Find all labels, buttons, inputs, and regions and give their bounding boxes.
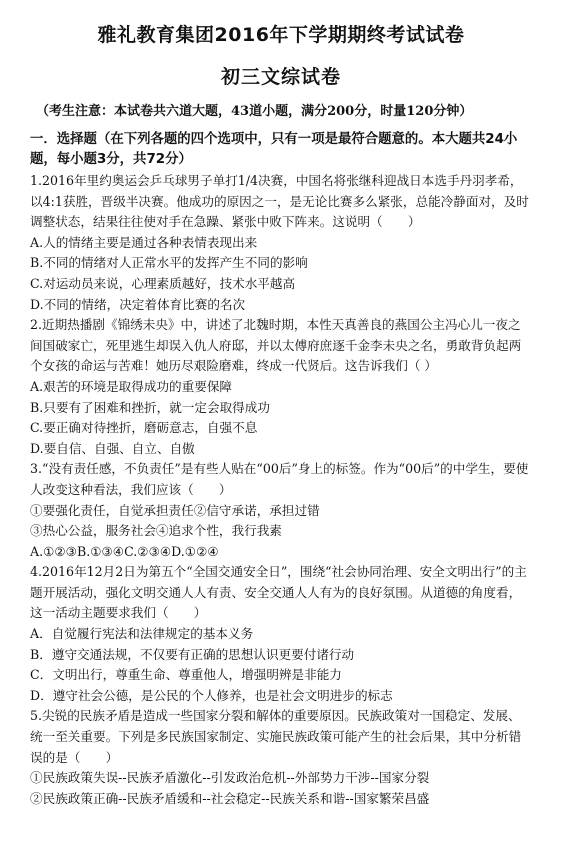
question-stem: 3.“没有责任感，不负责任”是有些人贴在“00后”身上的标签。作为“00后”的中学生，要使人改变这种看法，我们应该（ ） [30,461,529,497]
question-stem: 1.2016年里约奥运会乒乓球男子单打1/4决赛，中国名将张继科迎战日本选手丹羽孝希，以4:1获胜，晋级半决赛。他成功的原因之一，是无论比赛多么紧张，总能冷静面对，及时调整状态，结果往往使对手在急躁、紧张中败下阵来。这说明（ ） [30,173,529,230]
option-d: D.要自信、自强、自立、自傲 [30,440,195,456]
statement-2: ②民族政策正确--民族矛盾缓和--社会稳定--民族关系和谐--国家繁荣昌盛 [30,790,430,806]
statement-line-1: ①要强化责任，自觉承担责任②信守承诺，承担过错 [30,502,320,518]
question-4 [30,562,530,706]
section-title: 一．选择题（在下列各题的四个选项中，只有一项是最符合题意的。本大题共24小题，每小题3分，共72分） [30,132,518,167]
option-a: A.人的情绪主要是通过各种表情表现出来 [30,234,258,250]
option-b: B.只要有了困难和挫折，就一定会取得成功 [30,399,270,415]
question-stem: 4.2016年12月2日为第五个“全国交通安全日”，围绕“社会协同治理、安全文明出行”的主题开展活动，强化文明交通人人有责、安全交通人人有为的良好氛围。从道德的角度看，这一活动主题要求我们（ ） [30,564,527,621]
statement-1: ①民族政策失误--民族矛盾激化--引发政治危机--外部势力干涉--国家分裂 [30,770,430,786]
option-c: C.要正确对待挫折，磨砺意志，自强不息 [30,420,258,436]
option-d: D．遵守社会公德，是公民的个人修养，也是社会文明进步的标志 [30,687,393,703]
option-d: D.不同的情绪，决定着体育比赛的名次 [30,296,246,312]
question-3 [30,459,530,562]
option-a: A．自觉履行宪法和法律规定的基本义务 [30,626,254,642]
question-stem: 5.尖锐的民族矛盾是造成一些国家分裂和解体的重要原因。民族政策对一国稳定、发展、统一至关重要。下列是多民族国家制定、实施民族政策可能产生的社会后果，其中分析错误的是（ ） [30,708,522,765]
answer-choices: A.①②③B.①③④C.②③④D.①②④ [30,543,219,559]
question-stem: 2.近期热播剧《锦绣未央》中，讲述了北魏时期，本性天真善良的燕国公主冯心儿一夜之间国破家亡，死里逃生却误入仇人府邸，并以太傅府庶逐千金李未央之名，勇敢背负起两个女孩的命运与苦难！她历尽艰险磨难，终成一代贤后。这告诉我们（ ） [30,317,522,374]
option-b: B．遵守交通法规，不仅要有正确的思想认识更要付诸行动 [30,646,355,662]
question-1 [30,171,530,315]
option-a: A.艰苦的环境是取得成功的重要保障 [30,378,233,394]
option-b: B.不同的情绪对人正常水平的发挥产生不同的影响 [30,255,308,271]
statement-line-2: ③热心公益，服务社会④追求个性，我行我素 [30,523,282,539]
exam-content [30,130,530,809]
question-2 [30,315,530,459]
exam-title: 雅礼教育集团2016年下学期期终考试试卷 [97,24,465,46]
question-5 [30,706,530,809]
option-c: C.对运动员来说，心理素质越好，技术水平越高 [30,275,296,291]
exam-notice: （考生注意：本试卷共六道大题，43道小题，满分200分，时量120分钟） [36,104,473,119]
option-c: C．文明出行，尊重生命、尊重他人，增强明辨是非能力 [30,667,342,683]
exam-subtitle: 初三文综试卷 [220,66,341,88]
